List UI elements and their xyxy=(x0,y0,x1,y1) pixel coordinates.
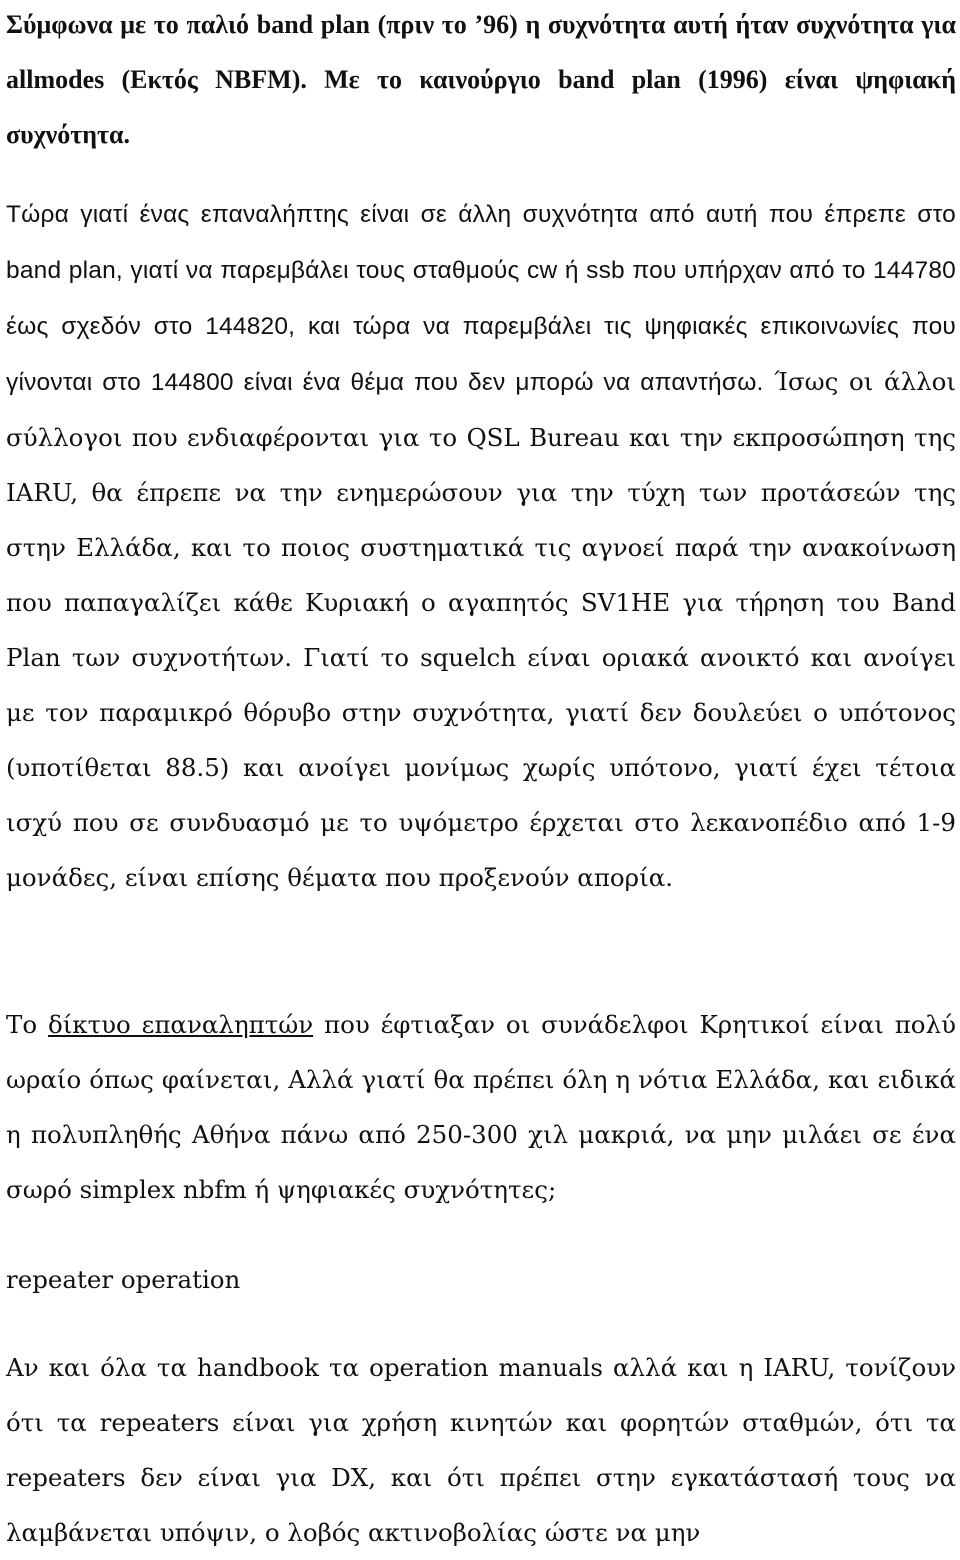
section-heading: repeater operation xyxy=(6,1265,241,1294)
paragraph-crete-network-start: Το xyxy=(6,1010,48,1039)
paragraph-repeater-frequency-intro: Τώρα γιατί ένας επαναλήπτης είναι σε άλλη συχνότητα από αυτή που έπρεπε στο band plan, γιατί να παρεμβάλει τους σταθμούς cw ή ssb που υπήρχαν από το 144780 έως σχεδόν στο 144820, και τώρα να παρεμβάλει τις ψηφιακές επικοινωνίες που γίνονται στο 144800 είναι ένα θέμα που δεν μπορώ να απαντήσω. xyxy=(6,201,956,396)
paragraph-repeater-frequency-body: Ίσως οι άλλοι σύλλογοι που ενδιαφέρονται για το QSL Bureau και την εκπροσώπηση της IARU, θα έπρεπε να την ενημερώσουν για την τύχη των προτάσεών της στην Ελλάδα, και το ποιος συστηματικά τις αγνοεί παρά την ανακοίνωση που παπαγαλίζει κάθε Κυριακή ο αγαπητός SV1HE για τήρηση του Band Plan των συχνοτήτων. Γιατί το squelch είναι οριακά ανοικτό και ανοίγει με τον παραμικρό θόρυβο στην συχνότητα, γιατί δεν δουλεύει ο υπότονος (υποτίθεται 88.5) και ανοίγει μονίμως χωρίς υπότονο, γιατί έχει τέτοια ισχύ που σε συνδυασμό με το υψόμετρο έρχεται στο λεκανοπέδιο από 1-9 μονάδες, είναι επίσης θέματα που προξενούν απορία. xyxy=(6,367,956,892)
paragraph-crete-network xyxy=(6,997,956,1217)
repeater-network-link[interactable]: δίκτυο επαναληπτών xyxy=(47,1010,314,1039)
paragraph-repeater-frequency xyxy=(6,186,956,905)
paragraph-crete-network-rest: που έφτιαξαν οι συνάδελφοι Κρητικοί είναι πολύ ωραίο όπως φαίνεται, Αλλά γιατί θα πρέπει όλη η νότια Ελλάδα, και ειδικά η πολυπληθής Αθήνα πάνω από 250-300 χιλ μακριά, να μην μιλάει σε ένα σωρό simplex nbfm ή ψηφιακές συχνότητες; xyxy=(6,1010,956,1204)
paragraph-band-plan: Σύμφωνα με το παλιό band plan (πριν το ’96) η συχνότητα αυτή ήταν συχνότητα για allmodes (Εκτός NBFM). Με το καινούργιο band plan (1996) είναι ψηφιακή συχνότητα. xyxy=(6,10,956,149)
paragraph-repeater-operation: Αν και όλα τα handbook τα operation manuals αλλά και η IARU, τονίζουν ότι τα repeaters είναι για χρήση κινητών και φορητών σταθμών, ότι τα repeaters δεν είναι για DX, και ότι πρέπει στην εγκατάστασή τους να λαμβάνεται υπόψιν, ο λοβός ακτινοβολίας ώστε να μην xyxy=(6,1353,956,1547)
